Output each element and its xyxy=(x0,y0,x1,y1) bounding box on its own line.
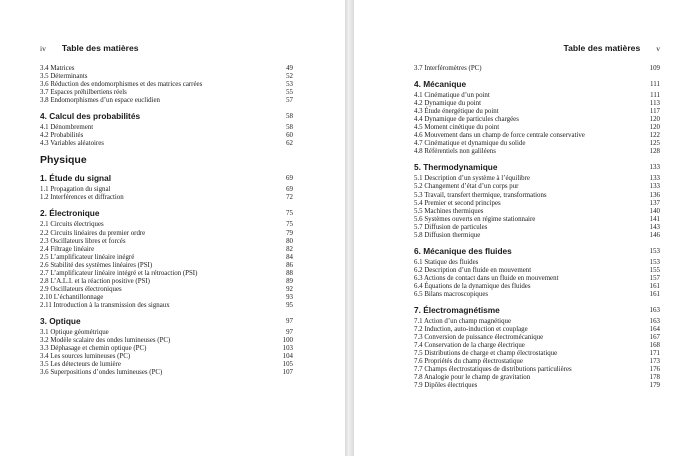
entry-title: 5.8 Diffusion thermique xyxy=(414,231,481,239)
entry-title: 7.2 Induction, auto-induction et couplage xyxy=(414,326,528,334)
entry-title: 5.2 Changement d’état d’un corps pur xyxy=(414,183,519,191)
chapter-title: 4. Calcul des probabilités xyxy=(40,111,141,122)
entry-title: 1.1 Propagation du signal xyxy=(40,186,111,194)
toc-entry xyxy=(40,230,293,238)
entry-title: 5.3 Travail, transfert thermique, transformations xyxy=(414,191,547,199)
page-number: iv xyxy=(40,44,46,53)
entry-title: 2.10 L’échantillonnage xyxy=(40,293,104,301)
toc-entry xyxy=(40,81,293,89)
toc-entry xyxy=(40,286,293,294)
page-ref: 133 xyxy=(649,163,660,172)
toc-entry xyxy=(414,148,660,156)
toc-entry xyxy=(40,97,293,105)
page-ref: 104 xyxy=(282,353,293,361)
running-header xyxy=(414,43,660,53)
page-ref: 53 xyxy=(286,81,293,89)
entry-title: 3.6 Superpositions d’ondes lumineuses (PC) xyxy=(40,369,163,377)
entry-title: 5.6 Systèmes ouverts en régime stationnaire xyxy=(414,215,536,223)
entry-title: 7.4 Conservation de la charge électrique xyxy=(414,342,525,350)
page-ref: 100 xyxy=(282,337,293,345)
entry-title: 6.2 Description d’un fluide en mouvement xyxy=(414,266,532,274)
entry-title: 6.5 Bilans macroscopiques xyxy=(414,290,489,298)
entry-title: 7.3 Conversion de puissance électromécanique xyxy=(414,334,544,342)
page-number: v xyxy=(656,44,660,53)
chapter-heading xyxy=(40,208,293,219)
entry-title: 7.7 Champs électrostatiques de distributions particulières xyxy=(414,366,572,374)
entry-title: 4.7 Cinématique et dynamique du solide xyxy=(414,140,526,148)
entry-title: 2.7 L’amplificateur linéaire intégré et la rétroaction (PSI) xyxy=(40,269,198,277)
entry-title: 4.4 Dynamique de particules chargées xyxy=(414,116,519,124)
entry-title: 4.1 Dénombrement xyxy=(40,124,94,132)
entry-title: 5.7 Diffusion de particules xyxy=(414,223,488,231)
entry-title: 3.5 Les détecteurs de lumière xyxy=(40,361,121,369)
toc-entry xyxy=(414,275,660,283)
page-ref: 82 xyxy=(286,245,293,253)
toc-entry xyxy=(414,100,660,108)
entry-title: 4.8 Référentiels non galiléens xyxy=(414,148,496,156)
page-ref: 86 xyxy=(286,261,293,269)
page-ref: 80 xyxy=(286,237,293,245)
toc-entry xyxy=(414,232,660,240)
right-page xyxy=(354,0,700,456)
page-ref: 97 xyxy=(286,328,293,336)
entry-title: 7.8 Analogie pour le champ de gravitation xyxy=(414,374,531,382)
toc-entry xyxy=(40,246,293,254)
toc-entry xyxy=(40,65,293,73)
entry-title: 7.5 Distributions de charge et champ électrostatique xyxy=(414,350,558,358)
toc-entry xyxy=(40,329,293,337)
page-ref: 146 xyxy=(649,231,660,239)
toc-entry xyxy=(40,369,293,377)
chapter-heading xyxy=(40,173,293,184)
page-ref: 103 xyxy=(282,345,293,353)
page-ref: 120 xyxy=(649,124,660,132)
entry-title: 3.6 Réduction des endomorphismes et des matrices carrées xyxy=(40,81,203,89)
left-page xyxy=(0,0,345,456)
entry-title: 7.1 Action d’un champ magnétique xyxy=(414,318,512,326)
page-ref: 95 xyxy=(286,301,293,309)
page-ref: 122 xyxy=(649,132,660,140)
toc-entry xyxy=(40,353,293,361)
toc-entry xyxy=(414,366,660,374)
running-title: Table des matières xyxy=(563,43,641,53)
entry-title: 2.11 Introduction à la transmission des signaux xyxy=(40,301,170,309)
page-ref: 72 xyxy=(286,194,293,202)
entry-title: 4.3 Étude énergétique du point xyxy=(414,108,499,116)
page-ref: 88 xyxy=(286,269,293,277)
page-ref: 75 xyxy=(286,209,293,218)
page-ref: 105 xyxy=(282,361,293,369)
page-ref: 93 xyxy=(286,293,293,301)
page-ref: 178 xyxy=(649,374,660,382)
toc-entry xyxy=(414,224,660,232)
entry-title: 4.2 Probabilités xyxy=(40,132,84,140)
toc-entry xyxy=(414,132,660,140)
chapter-heading xyxy=(40,316,293,327)
entry-title: 2.6 Stabilité des systèmes linéaires (PSI) xyxy=(40,261,153,269)
page-ref: 117 xyxy=(649,108,660,116)
page-ref: 161 xyxy=(649,290,660,298)
chapter-title: 3. Optique xyxy=(40,315,81,326)
page-ref: 153 xyxy=(649,246,660,255)
toc-entry xyxy=(414,283,660,291)
toc-entry xyxy=(40,221,293,229)
entry-title: 4.3 Variables aléatoires xyxy=(40,140,104,148)
toc-entry xyxy=(414,267,660,275)
toc-entry xyxy=(40,238,293,246)
toc-entry xyxy=(40,345,293,353)
toc-entry xyxy=(414,175,660,183)
entry-title: 4.6 Mouvement dans un champ de force centrale conservative xyxy=(414,132,585,140)
toc-list xyxy=(414,65,660,390)
page-ref: 52 xyxy=(286,73,293,81)
toc-entry xyxy=(40,194,293,202)
chapter-heading xyxy=(40,111,293,122)
toc-entry xyxy=(414,108,660,116)
entry-title: 4.5 Moment cinétique du point xyxy=(414,124,500,132)
toc-list xyxy=(40,65,293,377)
page-ref: 163 xyxy=(649,306,660,315)
entry-title: 5.5 Machines thermiques xyxy=(414,207,484,215)
page-ref: 173 xyxy=(649,358,660,366)
page-ref: 167 xyxy=(649,334,660,342)
toc-entry xyxy=(414,382,660,390)
toc-entry xyxy=(40,337,293,345)
toc-entry xyxy=(40,262,293,270)
toc-entry xyxy=(40,186,293,194)
toc-entry xyxy=(414,183,660,191)
page-ref: 176 xyxy=(649,366,660,374)
entry-title: 3.4 Matrices xyxy=(40,65,75,72)
entry-title: 6.1 Statique des fluides xyxy=(414,258,479,266)
entry-title: 1.2 Interférences et diffraction xyxy=(40,194,124,202)
page-ref: 171 xyxy=(649,350,660,358)
page-ref: 153 xyxy=(649,258,660,266)
page-ref: 164 xyxy=(649,326,660,334)
running-title: Table des matières xyxy=(61,43,139,53)
page-ref: 57 xyxy=(286,97,293,105)
entry-title: 3.4 Les sources lumineuses (PC) xyxy=(40,353,131,361)
part-heading: Physique xyxy=(40,154,87,167)
chapter-title: 7. Électromagnétisme xyxy=(414,305,500,316)
entry-title: 4.1 Cinématique d’un point xyxy=(414,92,490,100)
page-ref: 62 xyxy=(286,140,293,148)
toc-entry xyxy=(414,358,660,366)
page-ref: 140 xyxy=(649,207,660,215)
toc-entry xyxy=(414,192,660,200)
chapter-heading xyxy=(414,79,660,90)
toc-entry xyxy=(414,65,660,73)
toc-entry xyxy=(40,254,293,262)
page-ref: 133 xyxy=(649,175,660,183)
page-ref: 128 xyxy=(649,148,660,156)
page-ref: 157 xyxy=(649,274,660,282)
chapter-title: 5. Thermodynamique xyxy=(414,162,498,173)
toc-entry xyxy=(414,326,660,334)
toc-entry xyxy=(40,124,293,132)
entry-title: 3.3 Déphasage et chemin optique (PC) xyxy=(40,345,147,353)
running-header xyxy=(40,43,293,53)
toc-entry xyxy=(414,140,660,148)
toc-entry xyxy=(414,342,660,350)
entry-title: 2.3 Oscillateurs libres et forcés xyxy=(40,237,126,245)
page-ref: 84 xyxy=(286,253,293,261)
toc-entry xyxy=(414,374,660,382)
entry-title: 4.2 Dynamique du point xyxy=(414,100,481,108)
chapter-heading xyxy=(414,162,660,173)
entry-title: 5.1 Description d’un système à l’équilibre xyxy=(414,175,530,183)
entry-title: 2.8 L’A.L.I. et la réaction positive (PSI) xyxy=(40,277,150,285)
toc-entry xyxy=(40,361,293,369)
entry-title: 7.9 Dipôles électriques xyxy=(414,382,478,390)
entry-title: 6.4 Équations de la dynamique des fluides xyxy=(414,282,531,290)
entry-title: 2.1 Circuits électriques xyxy=(40,221,104,229)
page-ref: 168 xyxy=(649,342,660,350)
page-ref: 133 xyxy=(649,183,660,191)
entry-title: 3.7 Interféromètres (PC) xyxy=(414,65,482,72)
toc-entry xyxy=(414,200,660,208)
toc-entry xyxy=(40,140,293,148)
toc-entry xyxy=(414,124,660,132)
page-ref: 69 xyxy=(286,174,293,183)
entry-title: 2.9 Oscillateurs électroniques xyxy=(40,285,122,293)
chapter-title: 6. Mécanique des fluides xyxy=(414,245,512,256)
page-ref: 136 xyxy=(649,191,660,199)
page-ref: 55 xyxy=(286,89,293,97)
page-ref: 89 xyxy=(286,277,293,285)
toc-entry xyxy=(40,270,293,278)
toc-entry xyxy=(414,334,660,342)
chapter-title: 4. Mécanique xyxy=(414,79,467,90)
toc-entry xyxy=(414,259,660,267)
entry-title: 3.1 Optique géométrique xyxy=(40,328,109,336)
toc-entry xyxy=(414,291,660,299)
entry-title: 5.4 Premier et second principes xyxy=(414,199,501,207)
page-ref: 113 xyxy=(649,100,660,108)
page-ref: 163 xyxy=(649,318,660,326)
page-ref: 75 xyxy=(286,221,293,229)
toc-entry xyxy=(414,216,660,224)
page-ref: 58 xyxy=(286,124,293,132)
entry-title: 2.4 Filtrage linéaire xyxy=(40,245,95,253)
page-ref: 58 xyxy=(286,112,293,121)
entry-title: 3.5 Déterminants xyxy=(40,73,88,81)
chapter-heading xyxy=(414,305,660,316)
entry-title: 6.3 Actions de contact dans un fluide en mouvement xyxy=(414,274,559,282)
page-ref: 69 xyxy=(286,186,293,194)
toc-entry xyxy=(40,278,293,286)
page-ref: 107 xyxy=(282,369,293,377)
toc-entry xyxy=(414,318,660,326)
toc-entry xyxy=(40,89,293,97)
page-ref: 155 xyxy=(649,266,660,274)
page-ref: 141 xyxy=(649,215,660,223)
entry-title: 7.6 Propriétés du champ électrostatique xyxy=(414,358,523,366)
toc-entry xyxy=(414,208,660,216)
toc-entry xyxy=(414,350,660,358)
toc-entry xyxy=(414,116,660,124)
page-ref: 111 xyxy=(650,80,660,89)
page-ref: 143 xyxy=(649,223,660,231)
chapter-heading xyxy=(414,246,660,257)
page-ref: 120 xyxy=(649,116,660,124)
toc-entry xyxy=(40,294,293,302)
entry-title: 2.2 Circuits linéaires du premier ordre xyxy=(40,229,146,237)
toc-entry xyxy=(40,132,293,140)
toc-entry xyxy=(40,302,293,310)
chapter-title: 1. Étude du signal xyxy=(40,173,111,184)
page-ref: 111 xyxy=(650,92,660,100)
entry-title: 3.2 Modèle scalaire des ondes lumineuses (PC) xyxy=(40,337,171,345)
entry-title: 2.5 L’amplificateur linéaire inégré xyxy=(40,253,135,261)
book-gutter xyxy=(345,0,354,456)
entry-title: 3.7 Espaces préhilbertiens réels xyxy=(40,89,127,97)
page-ref: 125 xyxy=(649,140,660,148)
page-ref: 79 xyxy=(286,229,293,237)
page-ref: 179 xyxy=(649,382,660,390)
toc-entry xyxy=(40,73,293,81)
page-ref: 60 xyxy=(286,132,293,140)
page-ref: 49 xyxy=(286,65,293,72)
page-ref: 97 xyxy=(286,316,293,325)
chapter-title: 2. Électronique xyxy=(40,208,100,219)
page-ref: 137 xyxy=(649,199,660,207)
page-ref: 161 xyxy=(649,282,660,290)
entry-title: 3.8 Endomorphismes d’un espace euclidien xyxy=(40,97,160,105)
toc-entry xyxy=(414,92,660,100)
page-ref: 92 xyxy=(286,285,293,293)
page-ref: 109 xyxy=(649,65,660,72)
